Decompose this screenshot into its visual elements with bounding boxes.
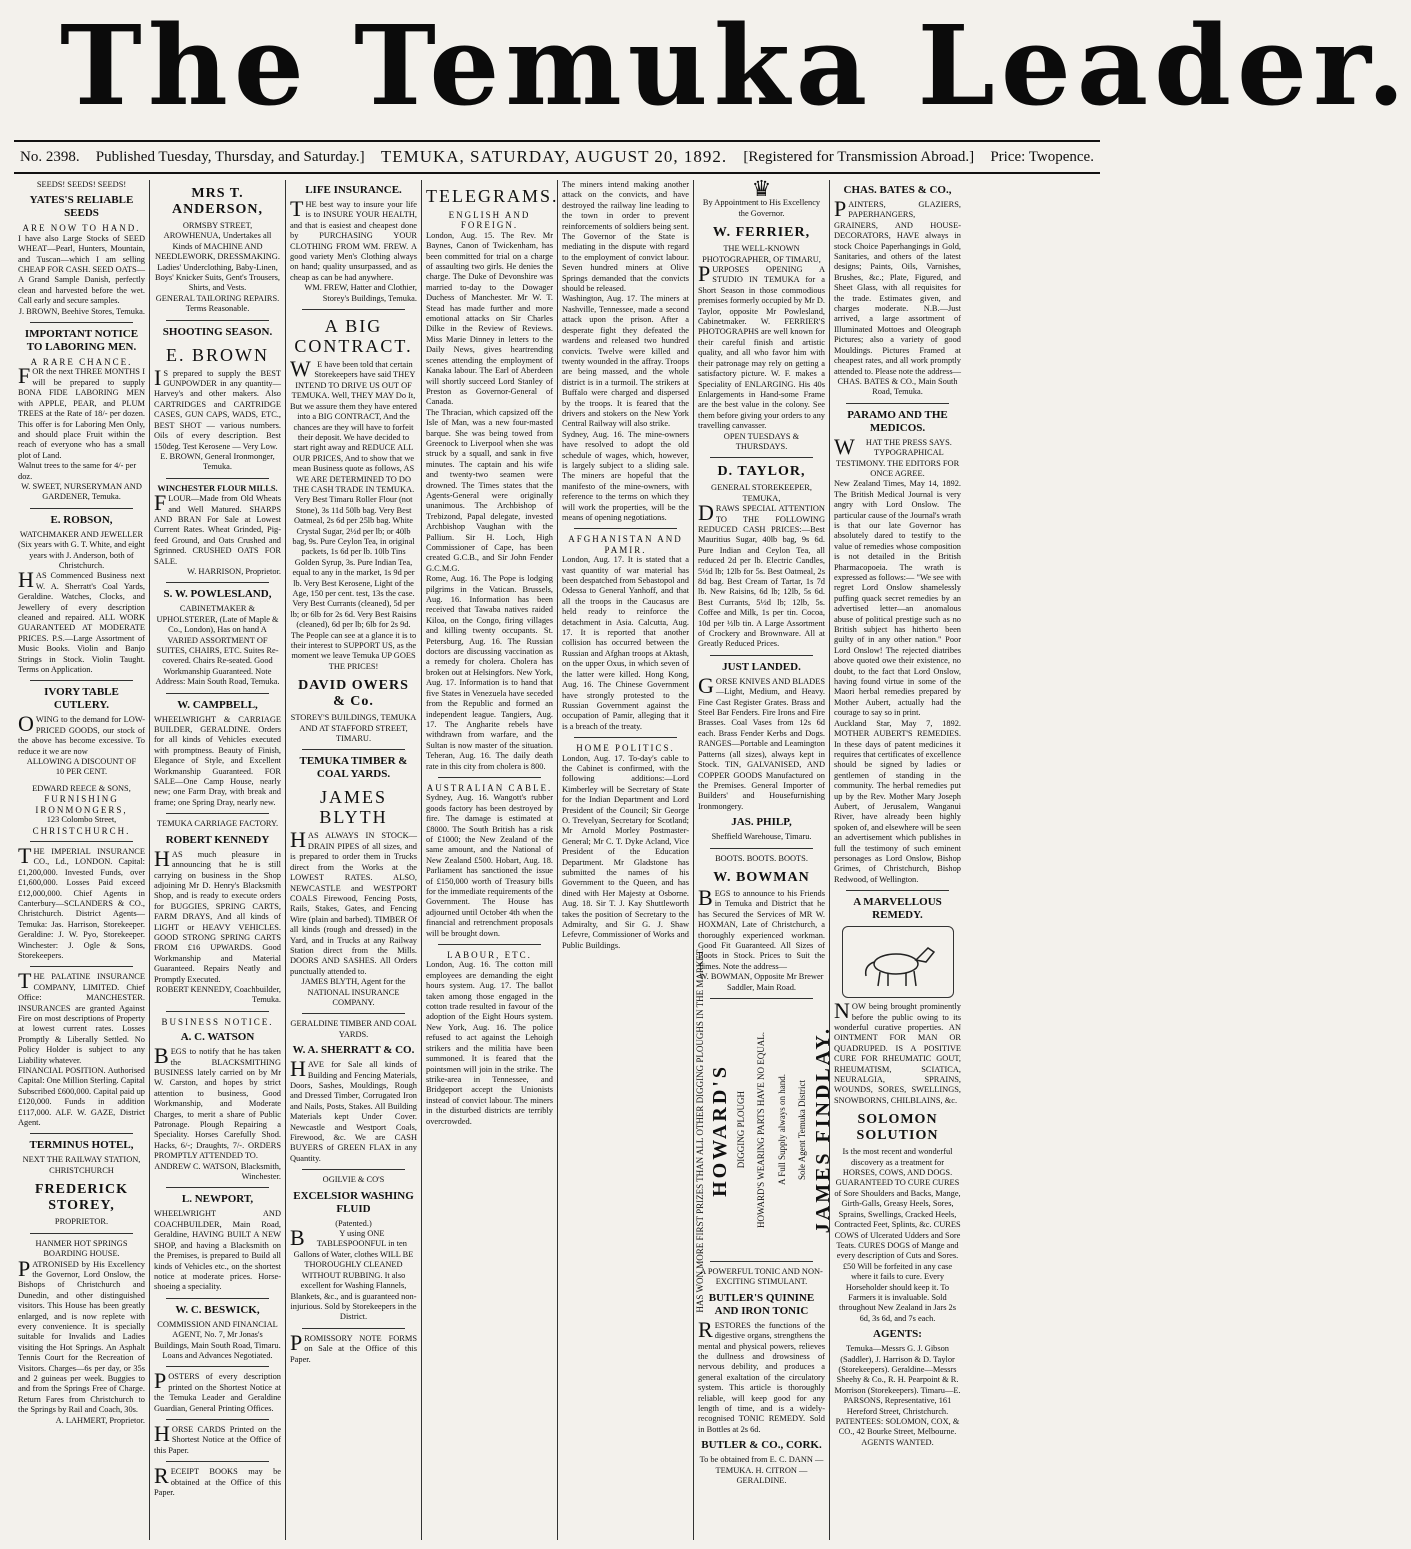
sydney-body: Sydney, Aug. 16. The mine-owners have resolved to adopt the old schedule of wages, which, however, is largely subject to a sliding sale. The miners are hopeful that the manifesto of the mine-owners, with reference to the terms on which they will work the properties, will be the means of opening negotiations.	[562, 429, 689, 522]
divider	[574, 737, 677, 738]
column-2	[150, 180, 286, 1540]
divider	[30, 680, 133, 681]
anderson-heading: MRS T. ANDERSON,	[171, 186, 264, 217]
masthead-title: The Temuka Leader.	[60, 1, 1411, 130]
landed-heading: JUST LANDED.	[722, 660, 801, 673]
issue-number: No. 2398.	[20, 148, 80, 165]
notice-signature: W. SWEET, NURSERYMAN AND GARDENER, Temuka.	[21, 481, 142, 502]
geraldine-yards-heading: GERALDINE TIMBER AND COAL YARDS.	[290, 1019, 417, 1039]
washington-body: Washington, Aug. 17. The miners at Nashville, Tennessee, made a second attack upon the prison. After a desperate fight they defeated the wardens and released two hundred convicts. Twelve were killed and twenty wounded in the affray. Troops are being massed, and the whole district is in a turmoil. The strikers at Buffalo were charged and dispersed by the troops. It is feared that the drivers and stokers on the New York Central Railway will also strike.	[562, 294, 689, 429]
terminus-heading: TERMINUS HOTEL,	[29, 1139, 134, 1152]
imperial-insurance-body: THE IMPERIAL INSURANCE CO., Ld., LONDON. Capital: £1,200,000. Invested Funds, over £1,600,000. Losses Paid exceed £12,000,000. Chief Agents in Canterbury—SCLANDERS & CO., Christchurch. District Agents—Temuka: Jas. Harrison, Storekeeper. Geraldine: J. W. Pyo, Storekeeper. Winchester: J. Ogle & Sons, Storekeepers.	[18, 842, 145, 960]
sherratt-body: HAVE for Sale all kinds of Building and Fencing Materials, Doors, Sashes, Mouldings, Rough and Dressed Timber, Corrugated Iron and Nails, Posts, Stakes. All Building Materials kept Under Cover. Newcastle and Westport Coals, Firewood, &c. We are CASH BUYERS of GREEN FLAX in any Quantity.	[290, 1056, 417, 1163]
factory-heading: TEMUKA CARRIAGE FACTORY.	[156, 819, 279, 829]
divider	[166, 1419, 269, 1420]
home-politics-body: London, Aug. 17. To-day's cable to the Cabinet is confirmed, with the following additions:—Lord Kimberley will be Secretary of State for the Indian Department and Lord President of the Council; Sir George O. Trevelyan, Secretary for Scotland; Mr Arnold Morley Postmaster-General; Mr C. T. Dyke Acland, Vice President of the Education Department. Mr Gladstone has submitted the names of his Government to the Queen, and has dined with Her Majesty at Osborne. Aug. 18. Sir T. J. Kay Shuttleworth takes the position of Secretary to the Admiralty, and Sir G. J. Shaw Lefevre, Commissioner of Works and Public Buildings.	[562, 753, 689, 950]
divider	[166, 1461, 269, 1462]
robson-body: HAS Commenced Business next W. A. Sherratt's Coal Yards, Geraldine. Watches, Clocks, and Jewellery of every description cleaned and repaired. ALL WORK GUARANTEED AT MODERATE PRICES. P.S.—Large Assortment of Music Books. Violin and Banjo Strings in Stock. Violin Taught. Terms on Application.	[18, 567, 145, 675]
afghan-body: London, Aug. 17. It is stated that a vast quantity of war material has been despatched from Sebastopol and Odessa to General Yanhoff, and that all the troops in the Caucasus are held ready to reinforce the detachment in Asia. Calcutta, Aug. 17. It is reported that another collision has occurred between the Russian and Afghan troops at Aktash, on the upper Oxus, in which seven of the latter were killed. Hong Kong, Aug. 16. The Chinese Government have strongly protested to the Russian Government against the occupation of Pamir, alleging that it is a breach of the treaty.	[562, 555, 689, 731]
butler-signature: BUTLER & CO., CORK.	[701, 1439, 822, 1452]
watson-heading: A. C. WATSON	[180, 1031, 255, 1044]
divider	[30, 966, 133, 967]
notice-walnut: Walnut trees to the same for 4/- per doz.	[18, 461, 137, 481]
howard-line-3: A Full Supply always on hand.	[776, 1074, 787, 1186]
howard-line-1: HAS WON MORE FIRST PRIZES THAN ALL OTHER DIGGING PLOUGHS IN THE MARKET.	[695, 947, 706, 1313]
divider	[302, 1013, 405, 1014]
life-insurance-signature: WM. FREW, Hatter and Clothier, Storey's Buildings, Temuka.	[304, 283, 417, 303]
telegrams-body-2: The Thracian, which capsized off the Isle of Man, was a new four-masted barque. She was being towed from Greenock to Liverpool when she was struck by a squall, and sank in five minutes. The captain and his wife and twenty-two seamen were drowned. The Times states that the Agents-General were originally unanimous. The Archbishop of Trebizond, Papal delegate, invested Archbishop Vaughan with the Pallium. Sir H. Loch, High Commissioner of Cape, has been created G.C.B., and Sir John Fender G.C.M.G.	[426, 407, 553, 573]
dateline	[20, 146, 1094, 168]
howard-subtitle: DIGGING PLOUGH	[735, 1091, 746, 1169]
brown-signature: E. BROWN, General Ironmonger, Temuka.	[160, 451, 275, 472]
storey-name: FREDERICK STOREY,	[34, 1182, 128, 1214]
ferrier-body: PURPOSES OPENING A STUDIO IN TEMUKA for a Short Season in those commodious premises formerly occupied by Mr D. Taylor, opposite Mr Powlesland, Cabinetmaker. W. FERRIER'S PHOTOGRAPHS are well known for their careful finish and artistic quality, and all who favor him with their patronage may rely on getting a satisfactory picture. W. F. makes a Speciality of ENLARGING. His 40s Enlargements in Hand-some Frame are the best value in the colony. See them before giving your orders to any travelling canvasser.	[698, 261, 825, 431]
labour-heading: LABOUR, ETC.	[447, 950, 532, 961]
notice-body: FOR the next THREE MONTHS I will be prepared to supply BONA FIDE LABORING MEN with APPLE, PEAR, and PLUM TREES at the Rate of 18/- per dozen. This offer is for Laboring Men Only, and should place Fruit within the reach of everyone who has a small plot of Land.	[18, 363, 145, 460]
brown-body: IS prepared to supply the BEST GUNPOWDER in any quantity—Harvey's and other makers. Also CARTRIDGES and CARTRIDGE CASES, GUN CAPS, WADS, ETC., BEST SHOT — various numbers. Oils of every description. Best 150deg. Test Kerosene — Very Low.	[154, 364, 281, 451]
cable-body: Sydney, Aug. 16. Wangott's rubber goods factory has been destroyed by fire. The damage is estimated at £8000. The South British has a risk of £1000; the New Zealand of the same amount, and the National of New Zealand £500. Hobart, Aug. 18. Parliament has sanctioned the issue of £150,000 worth of Treasury bills for the immediate requirements of the Government. The House has adjourned until October 4th when the financial and retrenchment proposals will be brought down.	[426, 793, 553, 938]
paramo-heading: PARAMO AND THE MEDICOS.	[847, 408, 948, 434]
kennedy-signature: ROBERT KENNEDY, Coachbuilder, Temuka.	[156, 984, 281, 1005]
landed-body: GORSE KNIVES AND BLADES—Light, Medium, and Heavy. Fine Cast Register Grates. Brass and Steel Bar Fenders. Fire Irons and Fire Brasses. Coal Vases from 12s 6d each. Brass Fender Kerbs and Dogs. RANGES—Portable and Leamington Patterns (all sizes), always kept in Stock. TIN, GALVANISED, AND COPPER GOODS Manufactured on the Premises. General Importer of Builders' and Housefurnishing Ironmongery.	[698, 672, 825, 811]
anderson-body: ORMSBY STREET, AROWHENUA, Undertakes all Kinds of MACHINE AND NEEDLEWORK, DRESSMAKING. Ladies' Underclothing, Baby-Linen, Boys' Knicker Suits, Gent's Trousers, Shirts, and Vests.	[155, 221, 280, 293]
divider	[302, 1328, 405, 1329]
ferrier-subheading: THE WELL-KNOWN PHOTOGRAPHER, OF TIMARU,	[702, 244, 821, 264]
publication-days: Published Tuesday, Thursday, and Saturday.]	[95, 148, 365, 165]
seeds-banner: SEEDS! SEEDS! SEEDS!	[36, 180, 127, 189]
ferrier-heading: W. FERRIER,	[712, 225, 811, 241]
divider	[846, 890, 949, 891]
blyth-body: HAS ALWAYS IN STOCK—DRAIN PIPES of all sizes, and is prepared to order them in Trucks direct from the Works at the LOWEST RATES. ALSO, NEWCASTLE and WESTPORT COALS Firewood, Fencing Posts, Rails, Stakes, Gates, and Fencing Wire (plain and barbed). TIMBER Of all kinds (rough and dressed) in the Yard, and in Trucks at any Railway Station direct from the Mills. DOORS AND SASHES. All Orders punctually attended to.	[290, 827, 417, 976]
divider	[166, 1366, 269, 1367]
beswick-body: COMMISSION AND FINANCIAL AGENT, No. 7, Mr Jonas's Buildings, Main South Road, Timaru. Loans and Advances Negotiated.	[154, 1319, 281, 1360]
divider	[302, 309, 405, 310]
telegrams-heading: TELEGRAMS.	[426, 186, 559, 206]
agents-body: Temuka—Messrs G. J. Gibson (Saddler), J. Harrison & D. Taylor (Storekeepers). Geraldine—Messrs Sheehy & Co., R. H. Pearpoint & R. Morrison (Storekeepers). Timaru—E. PARSONS, Representative, 161 Hereford Street, Christchurch.	[834, 1344, 961, 1416]
kennedy-heading: ROBERT KENNEDY	[165, 833, 270, 846]
findlay-name: JAMES FINDLAY.	[811, 1026, 834, 1234]
storey-title: PROPRIETOR.	[54, 1217, 109, 1227]
horse-icon	[848, 932, 948, 992]
ogilvie-title: EXCELSIOR WASHING FLUID	[293, 1189, 414, 1215]
telegrams-body-3: Rome, Aug. 16. The Pope is lodging pilgrims in the Vatican. Brussels, Aug. 16. Information has been received that Tawaba natives raided Kiloa, on the Congo, firing villages and killing twenty occupants. St. Petersburg, Aug. 16. The Russian doctors are discussing vaccination as a remedy for cholera. Cholera has broken out at Helsingfors. New York, Aug. 17. Information is to hand that five States in Venezuela have seceded from the Republic and formed an independent league. Tangiers, Aug. 17. The Angharite rebels have withdrawn from warfare, and the Sultan is now master of the situation. Teheran, Aug. 16. The daily death rate in this city from cholera is 800.	[426, 574, 553, 771]
cable-heading: AUSTRALIAN CABLE.	[426, 782, 553, 793]
column-1	[14, 180, 150, 1540]
column-3	[286, 180, 422, 1540]
column-4	[422, 180, 558, 1540]
divider	[710, 998, 813, 999]
sherratt-heading: W. A. SHERRATT & CO.	[292, 1044, 415, 1057]
divider	[30, 1133, 133, 1134]
blyth-heading: JAMES BLYTH	[319, 787, 388, 828]
howard-line-2: HOWARD'S WEARING PARTS HAVE NO EQUAL.	[756, 1032, 767, 1228]
masthead	[60, 1, 1411, 132]
columns	[14, 176, 1100, 1540]
telegrams-body-1: London, Aug. 15. The Rev. Mr Baynes, Canon of Twickenham, has been committed for trial on a charge of assaulting two girls. He denies the charge. The Duke of Devonshire was married to-day to the Dowager Duchess of Manchester. Mr W. T. Stead has made further and more emotional attacks on Sir Charles Dilke in the Review of Reviews. Miss Marie Dinney in letters to the Daily News, gives heartrending scenes attending the employment of Kanaka labour. The Earl of Aberdeen will shortly succeed Lord Stanley of Preston as Governor-General of Canada.	[426, 230, 553, 407]
tonic-heading: A POWERFUL TONIC AND NON-EXCITING STIMULANT.	[700, 1267, 823, 1287]
registration-note: [Registered for Transmission Abroad.]	[743, 148, 975, 165]
divider	[302, 749, 405, 750]
remedy-heading: A MARVELLOUS REMEDY.	[853, 896, 942, 922]
financial-position: FINANCIAL POSITION. Authorised Capital: One Million Sterling. Capital Subscribed £600,000. Capital paid up £120,000. Funds in addition £117,000. ALF. W. GAZE, District Agent.	[18, 1066, 145, 1128]
header-rule-top	[14, 140, 1100, 142]
contract-price-list: Very Best Timaru Roller Flour (not Stone), 3s 11d 50lb bag. Very Best Oatmeal, 2s 6d per 25lb bag. White Crystal Sugar, 2½d per lb; or 40lb bag, 9s. Pure Ceylon Tea, in original packets, 1s 6d per lb. 10lb Tins Golden Syrup, 3s. Pure Indian Tea, equal to any in the market, 1s 9d per lb. Very Best Kerosene, Light of the Age, 150 per cent. test, 13s the case. Very Best Currants (cleaned), 5d per lb; or 6lb for 2s 6d. Very Best Raisins (cleaned), 6d per lb; 6lb for 2s 9d.	[290, 495, 417, 630]
life-insurance-body: THE best way to insure your life is to INSURE YOUR HEALTH, and that is easiest and cheapest done by PURCHASING YOUR CLOTHING FROM WM. FREW. A good variety Men's Clothing always on hand; quality unsurpassed, and as cheap as can be had anywhere.	[290, 196, 417, 282]
terminus-body: NEXT THE RAILWAY STATION, CHRISTCHURCH	[22, 1155, 141, 1175]
bowman-heading: W. BOWMAN	[713, 869, 810, 885]
ferrier-tail: OPEN TUESDAYS & THURSDAYS.	[723, 431, 800, 451]
appointment-note: By Appointment to His Excellency the Governor.	[702, 198, 821, 218]
hanmer-signature: A. LAHMERT, Proprietor.	[55, 1415, 145, 1425]
quinine-heading: BUTLER'S QUININE AND IRON TONIC	[708, 1291, 815, 1317]
horse-cards-notice: HORSE CARDS Printed on the Shortest Notice at the Office of this Paper.	[154, 1420, 281, 1455]
owers-address: STOREY'S BUILDINGS, TEMUKA AND AT STAFFORD STREET, TIMARU.	[290, 713, 417, 744]
anderson-tail: GENERAL TAILORING REPAIRS. Terms Reasonable.	[155, 293, 280, 314]
solomon-body: Is the most recent and wonderful discovery as a treatment for HORSES, COWS, AND DOGS. GUARANTEED TO CURE CURES of Sore Shoulders and Backs, Mange, Girth-Galls, Greasy Heels, Sores, Sprains, Swellings, Cracked Heels, Contracted Feet, Splints, &c. CURES COWS of Ulcerated Udders and Sore Teats. CURES DOGS of Mange and every description of Cuts and Sores. £50 Will be forfeited in any case where it fails to cure. Every Horseholder should keep it. To Farmers it is invaluable. Sold throughout New Zealand in Jars 2s 6d, 3s 6d, and 7s each.	[834, 1147, 961, 1323]
paramo-body: New Zealand Times, May 14, 1892. The British Medical Journal is very angry with Lord Onslow. The particular cause of the Journal's wrath is that our late Governor has absolutely dared to testify to the value of remedies whose composition is not detailed in the British Pharmacopoeia. The wrath is expressed as follows:— "We see with regret Lord Onslow shamelessly puffing quack secret remedies by an advertised letter—an anomalous abuse of political prestige such as no British subject has hitherto been guilty of in any other nation." Poor Lord Onslow! The rejected diatribes above quoted owe their existence, no doubt, to the fact that Lord Onslow, having found virtue in some of the Maori herbal remedies prepared by Mother Aubert, actually had the courage to say so in print.	[834, 479, 961, 718]
campbell-heading: W. CAMPBELL,	[177, 698, 258, 711]
miners-body: The miners intend making another attack on the convicts, and have destroyed the railway line leading to the town in order to prevent reinforcements of soldiers being sent. The Governor of the State is mediating in the dispute with regard to the employment of convict labour. Seven hundred miners at Olive Springs demanded that the convicts should be released.	[562, 180, 689, 294]
ivory-body: OWING to the demand for LOW-PRICED GOODS, our stock of the above has become excessive. To reduce it we are now	[18, 711, 145, 756]
divider	[438, 777, 541, 778]
brown-heading: E. BROWN	[166, 344, 269, 365]
divider	[438, 944, 541, 945]
owers-heading: DAVID OWERS & Co.	[298, 678, 409, 710]
contract-body: WE have been told that certain Storekeepers have said THEY INTEND TO DRIVE US OUT OF TEMUKA. Well, THEY MAY Do It, But we assure them they have entered into a BIG CONTRACT, And the chances are they will have to forfeit their deposit. We have decided to start right away and REDUCE ALL OUR PRICES, And to show that we mean Business quote as follows, AS WE ARE DETERMINED TO DO THE CASH TRADE IN TEMUKA.	[290, 356, 417, 494]
divider	[166, 478, 269, 479]
receipt-books-notice: RECEIPT BOOKS may be obtained at the Office of this Paper.	[154, 1463, 281, 1497]
shooting-heading: SHOOTING SEASON.	[162, 325, 273, 338]
palatine-insurance-body: THE PALATINE INSURANCE COMPANY, LIMITED. Chief Office: MANCHESTER. INSURANCES are granted Against Fire on most descriptions of Property at lowest current rates. Losses Promptly & Liberally Settled. No Policy Holder is subject to any Liability whatever.	[18, 968, 145, 1065]
labour-body: London, Aug. 16. The cotton mill employees are demanding the eight hours system. Aug. 17. The ballot taken among those engaged in the cotton trade resulted in favour of the adoption of the Eight Hours system. New York, Aug. 16. The police refused to act against the Lehoigh strikers and the militia have been summoned. It is feared that the pointsmen will join in the strike. The strike-area in Tennessee, and Bridgeport accept the Unionists instead of convict labour. The miners in the disturbed districts are terribly overcrowded.	[426, 960, 553, 1126]
ogilvie-subtitle: (Patented.)	[335, 1218, 372, 1228]
taylor-body: DRAWS SPECIAL ATTENTION TO THE FOLLOWING REDUCED CASH PRICES:—Best Mauritius Sugar, 40lb bag, 9s 6d. Pure Indian and Ceylon Tea, all reduced 2d per lb. Electric Candles, 5½d lb; 12lb for 5s. Best Oatmeal, 2s 8d bag. Best Cream of Tartar, 1s 7d lb. New Raisins, 6d lb; 12lb, 5s 6d. Best Currants, 5½d lb; 12lb, 5s. Coffee and Milk, 1s per tin. Cocoa, 10d per ½lb tin. A Large Assortment of Crockery and Brownware. All at Greatly Reduced Prices.	[698, 500, 825, 649]
philp-address: Sheffield Warehouse, Timaru.	[711, 832, 812, 842]
contract-heading: A BIG CONTRACT.	[294, 316, 413, 357]
divider	[710, 1261, 813, 1262]
solomon-trademark-logo	[842, 926, 954, 998]
reece-street: 123 Colombo Street,	[46, 815, 117, 825]
reece-city: CHRISTCHURCH.	[32, 825, 131, 836]
divider	[166, 1187, 269, 1188]
robson-subheading: WATCHMAKER AND JEWELLER (Six years with G. T. White, and eight years with J. Anderson, both of Christchurch.	[18, 529, 145, 570]
divider	[166, 1011, 269, 1012]
divider	[166, 813, 269, 814]
divider	[166, 1298, 269, 1299]
seeds-signature: J. BROWN, Beehive Stores, Temuka.	[18, 306, 145, 316]
blyth-signature: JAMES BLYTH, Agent for the NATIONAL INSURANCE COMPANY.	[301, 977, 406, 1007]
header-rule-bottom	[14, 172, 1100, 174]
bates-heading: CHAS. BATES & CO.,	[843, 184, 952, 196]
ivory-allowing: ALLOWING A DISCOUNT OF	[26, 757, 137, 767]
watson-body: BEGS to notify that he has taken the BLACKSMITHING BUSINESS lately carried on by Mr W. Carston, and hopes by strict attention to business, Good Workmanship, and Moderate Charges, to merit a share of Public Patronage. Plough Repairing a Speciality. Horses Carefully Shod. Hacks, 6/-; Draughts, 7/-. ORDERS PROMPTLY ATTENDED TO.	[154, 1043, 281, 1161]
hanmer-heading: HANMER HOT SPRINGS BOARDING HOUSE.	[35, 1238, 128, 1259]
seeds-body: I have also Large Stocks of SEED WHEAT—Pearl, Hunters, Mountain, and Tuscan—which I am selling CHEAP FOR CASH. SEED OATS—A Grand Sample Danish, perfectly clean and harvested before the wet. Call early and secure samples.	[18, 233, 145, 306]
bates-signature: CHAS. BATES & CO., Main South Road, Temuka.	[837, 376, 958, 397]
mills-body: FLOUR—Made from Old Wheats and Well Matured. SHARPS AND BRAN For Sale at Lowest Current Rates. Wheat Grinded, Pig-feed Ground, and Oats Crushed and Sgrinned. CRUSHED OATS FOR SALE.	[154, 490, 281, 566]
mills-signature: W. HARRISON, Proprietor.	[187, 566, 281, 576]
notice-subheading: A RARE CHANCE.	[30, 357, 133, 368]
ivory-percent: 10 PER CENT.	[55, 767, 108, 777]
divider	[846, 403, 949, 404]
place-date: TEMUKA, SATURDAY, AUGUST 20, 1892.	[380, 147, 728, 166]
divider	[30, 508, 133, 509]
column-5	[558, 180, 694, 1540]
taylor-heading: D. TAYLOR,	[717, 464, 806, 480]
divider	[30, 1233, 133, 1234]
divider	[166, 582, 269, 583]
divider	[710, 655, 813, 656]
quinine-body: RESTORES the functions of the digestive organs, strengthens the mental and physical powers, relieves the dullness and drowsiness of nervous debility, and produces a general exaltation of the circulatory system. This article is thoroughly reliable, will keep good for any length of time, and is a widely-recognised TONIC REMEDY. Sold in Bottles at 2s 6d.	[698, 1316, 825, 1434]
robson-heading: E. ROBSON,	[50, 513, 113, 526]
auckland-star-body: Auckland Star, May 7, 1892. MOTHER AUBERT'S REMEDIES. In these days of patent medicines it requires that certificates of excellence should be signed by ladies or gentlemen of standing in the community. The herbal remedies put up by the Rev. Mother Mary Joseph Aubert, of Jerusalem, Wanganui River, have already been highly spoken of, and elsewhere will be seen an advertisement which publishes in full the testimony of such eminent personages as Lord Onslow, Bishop Grimes, of Christchurch, Bishop Redwood, of Wellington.	[834, 718, 961, 884]
kennedy-body: HAS much pleasure in announcing that he is still carrying on business in the Shop adjoining Mr D. Henry's Blacksmith Shop, and is ready to execute orders for BUGGIES, SPRING CARTS, FARM DRAYS, And all kinds of LIGHT or HEAVY VEHICLES. GOOD STRONG SPRING CARTS FROM £16 UPWARDS. Good Workmanship and Material Guaranteed. Repairs Neatly and Promptly Executed.	[154, 845, 281, 984]
philp-heading: JAS. PHILP,	[731, 816, 792, 829]
divider	[710, 848, 813, 849]
divider	[166, 320, 269, 321]
reece-name: EDWARD REECE & SONS,	[32, 783, 131, 793]
divider	[710, 457, 813, 458]
powlesland-heading: S. W. POWLESLAND,	[163, 588, 272, 601]
watson-notice: BUSINESS NOTICE.	[161, 1016, 274, 1027]
telegrams-subheading: ENGLISH AND FOREIGN.	[448, 210, 531, 231]
powlesland-body: CABINETMAKER & UPHOLSTERER, (Late of Maple & Co., London), Has on hand A VARIED ASSORTMENT OF SUITES, CHAIRS, ETC. Suites Re-covered. Chairs Re-seated. Good Workmanship Guaranteed. Note Address: Main South Road, Temuka.	[155, 604, 280, 687]
taylor-subheading: GENERAL STOREKEEPER, TEMUKA,	[711, 483, 812, 503]
divider	[30, 841, 133, 842]
ogilvie-heading: OGILVIE & CO'S	[322, 1175, 385, 1185]
ogilvie-body: BY using ONE TABLESPOONFUL in ten Gallons of Water, clothes WILL BE THOROUGHLY CLEANED WITHOUT RUBBING. It also excellent for Washing Flannels, Blankets, &c., and is guaranteed non-injurious. Sold by Storekeepers in the District.	[290, 1225, 417, 1322]
hanmer-body: PATRONISED by His Excellency the Governor, Lord Onslow, the Bishops of Christchurch and Dunedin, and other distinguished visitors. This House has been greatly enlarged, and is now replete with every convenience. It is specially suitable for Invalids and Ladies visiting the Hot Springs. An Asphalt Tennis Court for the Recreation of Visitors. Charges—6s per day, or 35s and 2 guineas per week. Buggies to and from the Springs Free of Charge. Return Fares from Christchurch to the Springs by Rail and Coach, 30s.	[18, 1255, 145, 1415]
royal-crest-icon: ♛	[751, 176, 772, 201]
remedy-body: NOW being brought prominently before the public owing to its wonderful curative properties. AN OINTMENT FOR MAN OR QUADRUPED. IS A POSITIVE CURE FOR RHEUMATIC GOUT, RHEUMATISM, SCIATICA, NEURALGIA, SPRAINS, WOUNDS, SORES, SWELLINGS, SNOWBORNS, CHILBLAINS, &c.	[834, 998, 961, 1105]
contract-tail: The People can see at a glance it is to their interest to SUPPORT US, as the moment we leave Temuka UP GOES THE PRICES!	[290, 630, 417, 671]
newport-heading: L. NEWPORT,	[181, 1193, 254, 1206]
life-insurance-heading: LIFE INSURANCE.	[305, 184, 402, 196]
afghan-heading: AFGHANISTAN AND PAMIR.	[568, 534, 683, 555]
butler-tail: To be obtained from E. C. DANN — TEMUKA. H. CITRON — GERALDINE.	[699, 1455, 824, 1486]
yates-seeds-heading: YATES'S RELIABLE SEEDS	[29, 194, 134, 220]
posters-notice: POSTERS of every description printed on the Shortest Notice at the Temuka Leader and Geraldine Guardian, General Printing Offices.	[154, 1368, 281, 1413]
bowman-body: BEGS to announce to his Friends in Temuka and District that he has Secured the Services of MR W. HOXMAN, Late of Christchurch, a thoroughly experienced workman. Good Fit Guaranteed. All Sizes of Boots in Stock. Prices to Suit the Times. Note the address—	[698, 884, 825, 971]
divider	[302, 1169, 405, 1170]
bates-body: PAINTERS, GLAZIERS, PAPERHANGERS, GRAINERS, AND HOUSE-DECORATORS, HAVE always in stock Choice Paperhangings in Gold, Sanitaries, and others of the latest designs; Paints, Oils, Varnishes, Brushes, &c.; Plate, Figured, and Sheet Glass, with all requisites for the trade. Estimates given, and charges moderate. N.B.—Just arrived, a large assortment of Illuminated Mottoes and Oleograph Pictures; also a variety of good Mouldings. Pictures Framed at cheapest rates, and all work promptly attended to. Please note the address—	[834, 196, 961, 376]
divider	[574, 528, 677, 529]
watson-signature: ANDREW C. WATSON, Blacksmith, Winchester.	[154, 1161, 281, 1182]
paramo-subheading: WHAT THE PRESS SAYS. TYPOGRAPHICAL TESTIMONY. THE EDITORS FOR ONCE AGREE.	[834, 433, 960, 478]
solomon-heading: SOLOMON SOLUTION	[856, 1112, 939, 1144]
column-6	[694, 176, 834, 1540]
divider	[30, 322, 133, 323]
boots-heading: BOOTS. BOOTS. BOOTS.	[715, 853, 808, 863]
column-7	[830, 180, 965, 1540]
findlay-subtitle: Sole Agent Temuka District	[797, 1080, 808, 1180]
patentees: PATENTEES: SOLOMON, COX, & CO., 42 Bourke Street, Melbourne. AGENTS WANTED.	[835, 1417, 960, 1447]
howard-name: HOWARD'S	[709, 1063, 732, 1197]
ivory-heading: IVORY TABLE CUTLERY.	[44, 686, 119, 712]
notice-heading: IMPORTANT NOTICE TO LABORING MEN.	[24, 328, 139, 354]
campbell-body: WHEELWRIGHT & CARRIAGE BUILDER, GERALDINE. Orders for all kinds of Vehicles executed with promptness. Beauty of Finish, Elegance of Style, and Excellent Workmanship Guaranteed. FOR SALE—One Camp House, nearly new; one Farm Dray, with break and frame; one Spring Dray, nearly new.	[154, 714, 281, 807]
price: Price: Twopence.	[990, 148, 1094, 165]
bowman-signature: W. BOWMAN, Opposite Mr Brewer Saddler, Main Road.	[699, 972, 824, 992]
beswick-heading: W. C. BESWICK,	[175, 1303, 260, 1316]
home-politics-heading: HOME POLITICS.	[576, 743, 675, 754]
newport-body: WHEELWRIGHT AND COACHBUILDER, Main Road, Geraldine, HAVING BUILT A NEW SHOP, and having a Blacksmith on the Premises, is prepared to Build all kinds of Vehicles etc., on the shortest notice at moderate prices. Horse-shoeing a speciality.	[154, 1209, 281, 1292]
promissory-notice: PROMISSORY NOTE FORMS on Sale at the Office of this Paper.	[290, 1329, 417, 1364]
seeds-subheading: ARE NOW TO HAND.	[22, 223, 141, 234]
agents-heading: AGENTS:	[873, 1328, 922, 1341]
reece-trade: FURNISHING IRONMONGERS,	[35, 794, 128, 815]
mills-heading: WINCHESTER FLOUR MILLS.	[157, 483, 278, 493]
divider	[166, 693, 269, 694]
timber-heading: TEMUKA TIMBER & COAL YARDS.	[299, 755, 408, 781]
